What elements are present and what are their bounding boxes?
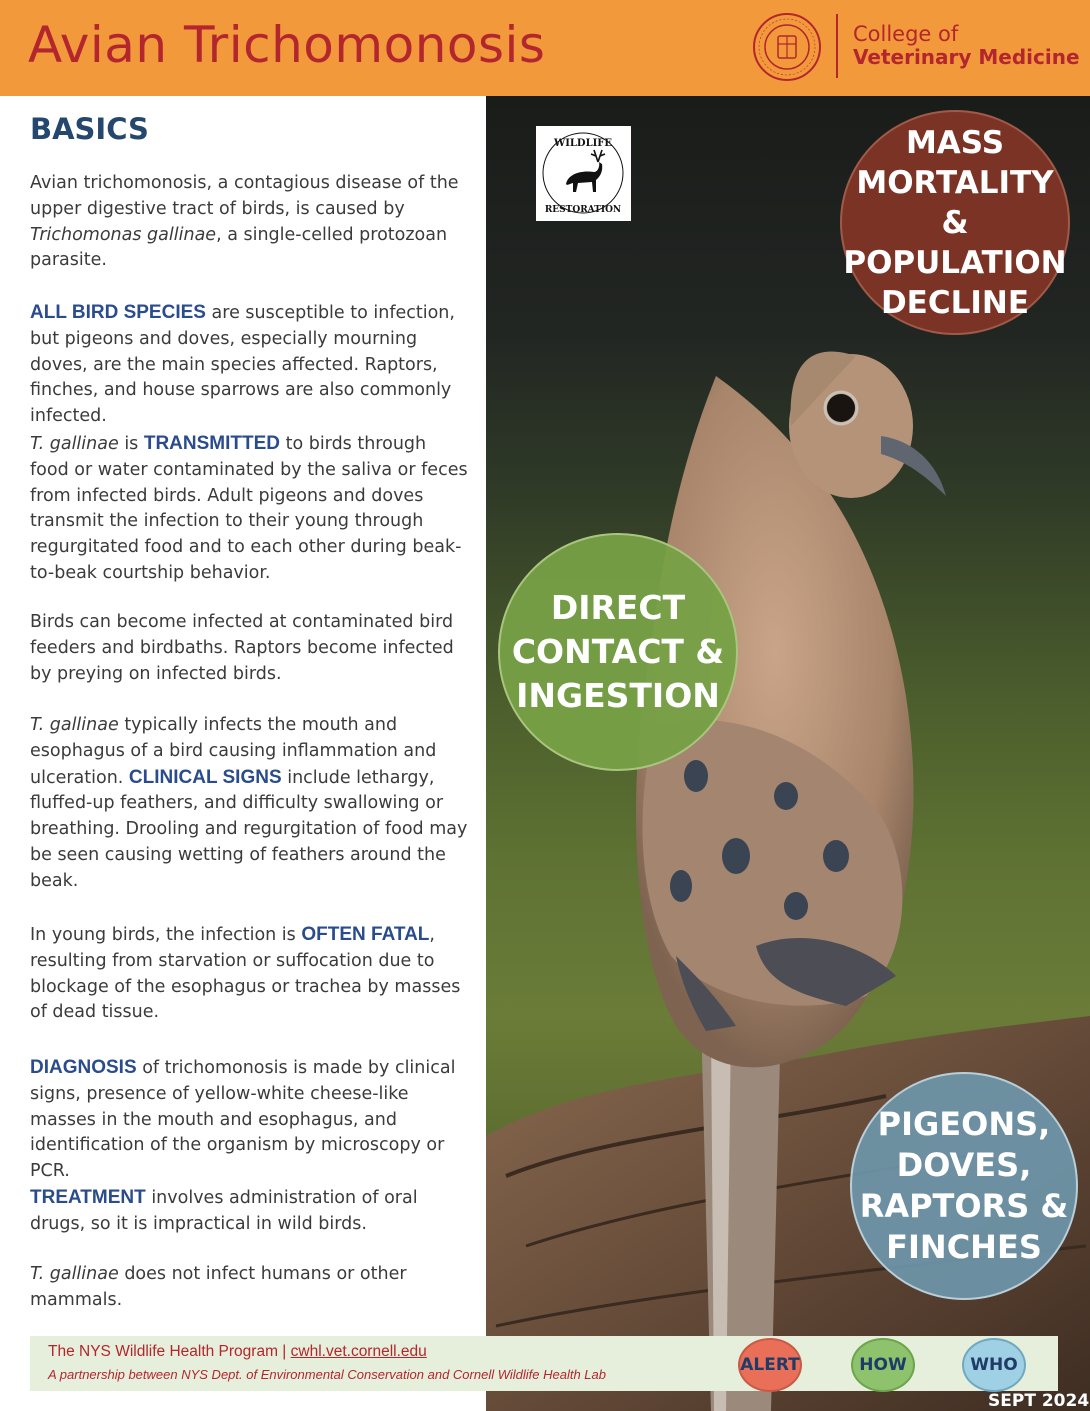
college-label: College of: [853, 22, 959, 46]
footer-partnership: A partnership between NYS Dept. of Environmental Conservation and Cornell Wildlife Health Lab: [48, 1367, 606, 1382]
circle-mass-mortality: MASS MORTALITY & POPULATION DECLINE: [840, 110, 1070, 335]
wildlife-restoration-logo: [536, 126, 631, 221]
paragraph-diagnosis: DIAGNOSIS of trichomonosis is made by clinical signs, presence of yellow-white cheese-like masses in the mouth and esophagus, and identification of the organism by microscopy or PCR.: [30, 1057, 456, 1182]
paragraph-treatment: TREATMENT involves administration of oral drugs, so it is impractical in wild birds.: [30, 1187, 418, 1234]
who-badge: WHO: [962, 1338, 1026, 1392]
header-divider: [836, 14, 838, 78]
circle-species-affected: PIGEONS, DOVES, RAPTORS & FINCHES: [850, 1072, 1078, 1300]
paragraph-intro: Avian trichomonosis, a contagious disease of the upper digestive tract of birds, is caused by Trichomonas gallinae, a single-celled protozoan parasite.: [30, 173, 459, 271]
svg-text:RESTORATION: RESTORATION: [544, 205, 622, 215]
paragraph-feeders: Birds can become infected at contaminated bird feeders and birdbaths. Raptors become infected by preying on infected birds.: [30, 612, 454, 684]
circle-direct-contact: DIRECT CONTACT & INGESTION: [498, 533, 738, 771]
program-website-link[interactable]: cwhl.vet.cornell.edu: [290, 1343, 427, 1360]
paragraph-humans: T. gallinae does not infect humans or other mammals.: [30, 1264, 407, 1310]
paragraph-transmission: T. gallinae is TRANSMITTED to birds through food or water contaminated by the saliva or feces from infected birds. Adult pigeons and doves transmit the infection to their young through regurgitated food and to each other during beak-to-beak courtship behavior.: [30, 433, 468, 583]
paragraph-fatal: In young birds, the infection is OFTEN FATAL, resulting from starvation or suffocation due to blockage of the esophagus or trachea by masses of dead tissue.: [30, 924, 461, 1023]
wildlife-restoration-deer-icon: [536, 126, 631, 221]
footer-program: The NYS Wildlife Health Program | cwhl.vet.cornell.edu: [48, 1343, 427, 1360]
how-badge: HOW: [851, 1338, 915, 1392]
alert-badge: ALERT: [738, 1338, 802, 1392]
svg-text:WILDLIFE: WILDLIFE: [553, 138, 613, 149]
cornell-seal-icon: [752, 12, 822, 82]
section-heading: BASICS: [30, 112, 149, 146]
publication-date: SEPT 2024: [988, 1391, 1090, 1411]
college-name: Veterinary Medicine: [853, 45, 1080, 69]
paragraph-clinical-signs: T. gallinae typically infects the mouth and esophagus of a bird causing inflammation and ulceration. CLINICAL SIGNS include lethargy, fluffed-up feathers, and difficulty swallowing or breathing. Drooling and regurgitation of food may be seen causing wetting of feathers around the beak.: [30, 715, 468, 891]
paragraph-species: ALL BIRD SPECIES are susceptible to infection, but pigeons and doves, especially mourning doves, are the main species affected. Raptors, finches, and house sparrows are also commonly infected.: [30, 302, 455, 427]
page-title: Avian Trichomonosis: [28, 16, 546, 74]
